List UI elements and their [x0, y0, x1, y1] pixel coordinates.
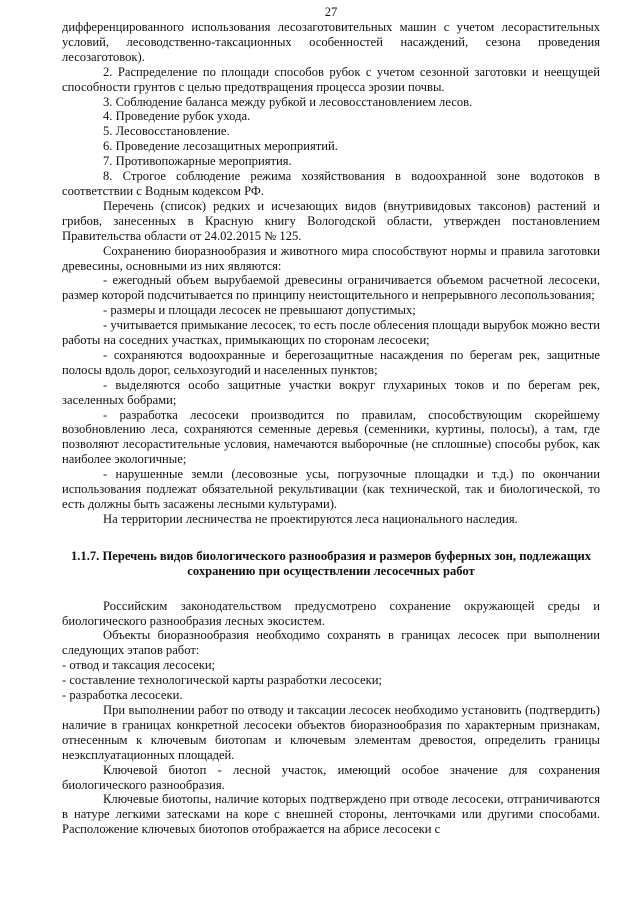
- paragraph: 3. Соблюдение баланса между рубкой и лесовосстановлением лесов.: [103, 94, 473, 109]
- section-buffer-zones: [62, 599, 600, 838]
- paragraph: дифференцированного использования лесозаготовительных машин с учетом лесорастительных условий, лесоводственно-таксационных особенностей насаждений, сезона проведения лесозаготовок).: [62, 20, 600, 64]
- paragraph: - учитывается примыкание лесосек, то есть после облесения площади вырубок можно вести работы на соседних участках, примыкающих по сторонам лесосеки;: [62, 318, 600, 348]
- paragraph: Ключевые биотопы, наличие которых подтверждено при отводе лесосеки, отграничиваются в натуре легкими затесками на коре с внешней стороны, ленточками или другими способами. Расположение ключевых биотопов отображается на абрисе лесосеки с: [62, 792, 600, 837]
- paragraph: - составление технологической карты разработки лесосеки;: [62, 673, 382, 688]
- paragraph: Ключевой биотоп - лесной участок, имеющий особое значение для сохранения биологического разнообразия.: [62, 762, 600, 792]
- paragraph: - ежегодный объем вырубаемой древесины ограничивается объемом расчетной лесосеки, размер которой подсчитывается по принципу неистощительного и непрерывного лесопользования;: [62, 273, 600, 303]
- paragraph: - нарушенные земли (лесовозные усы, погрузочные площадки и т.д.) по окончании использования подлежат обязательной рекультивации (как технической, так и биологической, то есть должны быть засажены лесными культурами).: [62, 467, 600, 511]
- paragraph: При выполнении работ по отводу и таксации лесосек необходимо установить (подтвердить) наличие в границах конкретной лесосеки объектов биоразнообразия по характерным признакам, отнесенным к ключевым биотопам и ключевым элементам древостоя, определить границы неэксплуатационных площадей.: [62, 702, 600, 762]
- paragraph: - сохраняются водоохранные и берегозащитные насаждения по берегам рек, защитные полосы вдоль дорог, сельхозугодий и населенных пунктов;: [62, 347, 600, 377]
- paragraph: 4. Проведение рубок ухода.: [103, 109, 251, 124]
- paragraph: Сохранению биоразнообразия и животного мира способствуют нормы и правила заготовки древесины, основными из них являются:: [62, 243, 600, 273]
- section-biodiversity-norms: [62, 20, 600, 527]
- paragraph: Объекты биоразнообразия необходимо сохранять в границах лесосек при выполнении следующих этапов работ:: [62, 628, 600, 658]
- paragraph: 7. Противопожарные мероприятия.: [103, 154, 292, 169]
- paragraph: - разработка лесосеки.: [62, 688, 183, 703]
- paragraph: - выделяются особо защитные участки вокруг глухариных токов и по берегам рек, заселенных бобрами;: [62, 377, 600, 407]
- paragraph: - размеры и площади лесосек не превышают допустимых;: [103, 303, 416, 318]
- paragraph: 5. Лесовосстановление.: [103, 124, 230, 139]
- paragraph: 8. Строгое соблюдение режима хозяйствования в водоохранной зоне водотоков в соответствии с Водным кодексом РФ.: [62, 169, 600, 198]
- paragraph: На территории лесничества не проектируются леса национального наследия.: [103, 511, 518, 526]
- section-heading: 1.1.7. Перечень видов биологического разнообразия и размеров буферных зон, подлежащих сохранению при осуществлении лесосечных работ: [70, 548, 592, 578]
- paragraph: - отвод и таксация лесосеки;: [62, 658, 216, 673]
- paragraph: 2. Распределение по площади способов рубок с учетом сезонной заготовки и неещущей способности грунтов с целью предотвращения процесса эрозии почвы.: [62, 64, 600, 94]
- paragraph: 6. Проведение лесозащитных мероприятий.: [103, 139, 338, 154]
- page-number: 27: [324, 5, 338, 19]
- paragraph: Российским законодательством предусмотрено сохранение окружающей среды и биологического разнообразия лесных экосистем.: [62, 598, 600, 628]
- paragraph: - разработка лесосеки производится по правилам, способствующим скорейшему возобновлению леса, сохраняются семенные деревья (семенники, куртины, полосы), а там, где позволяют лесорастительные условия, намечаются выборочные (не сплошные) способы рубок, как наиболее экологичные;: [62, 407, 600, 467]
- paragraph: Перечень (список) редких и исчезающих видов (внутривидовых таксонов) растений и грибов, занесенных в Красную книгу Вологодской области, утвержден постановлением Правительства области от 24.02.2015 № 125.: [62, 198, 600, 243]
